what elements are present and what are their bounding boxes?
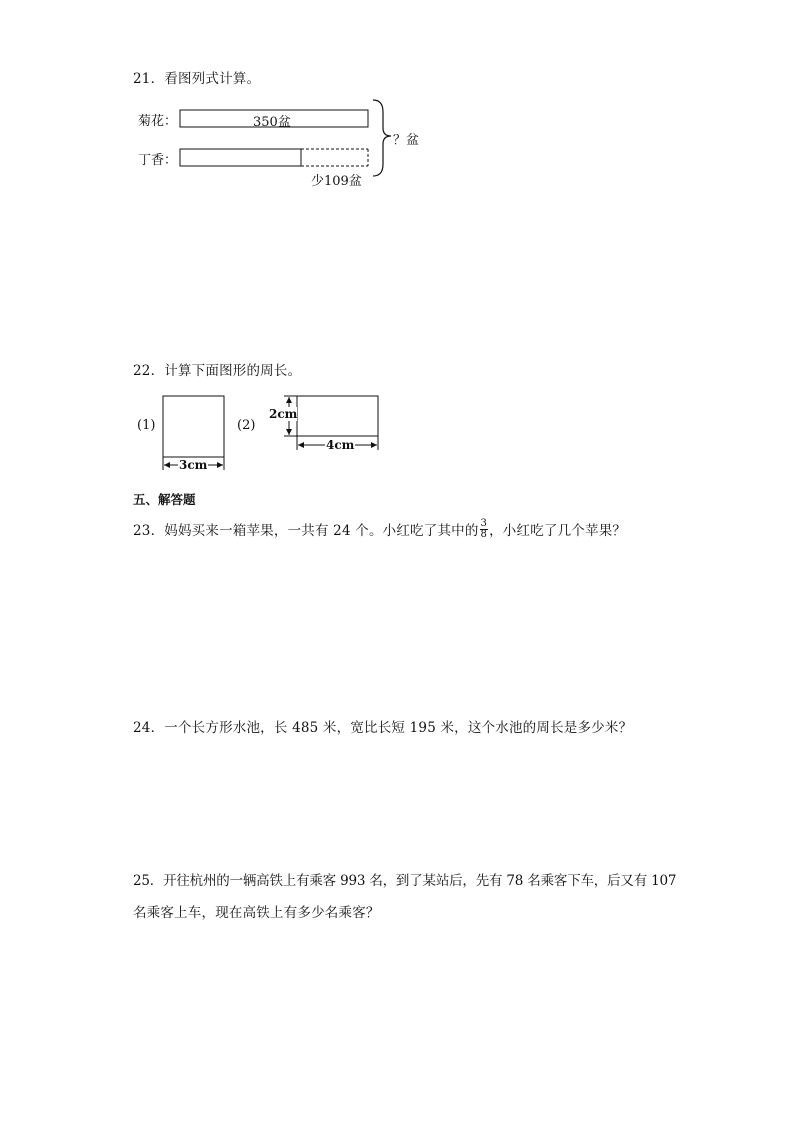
q23-text-after: ，小红吃了几个苹果？: [489, 523, 627, 539]
q25-line1: 25．开往杭州的一辆高铁上有乘客 993 名，到了某站后，先有 78 名乘客下车，后又有 107: [133, 873, 677, 889]
q21-label-chrysanthemum: 菊花：: [138, 114, 178, 129]
section-heading: 五、解答题: [133, 492, 196, 507]
q21-title: 21．看图列式计算。: [133, 71, 261, 87]
q21-label-lilac: 丁香：: [138, 153, 178, 168]
q22-fig2-width: 4cm: [326, 438, 355, 452]
q25-line2: 名乘客上车，现在高铁上有多少名乘客？: [133, 905, 380, 921]
q21-bar-value: 350盆: [253, 115, 291, 130]
rectangle-shape: [297, 396, 378, 436]
fraction-numerator: 3: [480, 518, 488, 529]
square-shape: [163, 396, 224, 457]
q21-less-label: 少109盆: [311, 174, 362, 189]
fraction: [480, 519, 489, 540]
q23-text: [133, 519, 626, 542]
q22-title: 22．计算下面图形的周长。: [133, 363, 302, 379]
q22-fig1-label: (1): [137, 418, 156, 433]
curly-brace: [373, 100, 391, 176]
q23-text-before: 23．妈妈买来一箱苹果，一共有 24 个。小红吃了其中的: [133, 523, 479, 539]
q22-fig1-dim: 3cm: [179, 458, 208, 472]
q24-text: 24．一个长方形水池，长 485 米，宽比长短 195 米，这个水池的周长是多少米？: [133, 720, 633, 736]
q22-fig2-label: (2): [237, 418, 256, 433]
fraction-denominator: 8: [480, 529, 488, 540]
q22-fig2-height: 2cm: [269, 407, 298, 421]
lilac-bar: [180, 149, 301, 166]
q21-question-mark: ？盆: [393, 133, 420, 148]
